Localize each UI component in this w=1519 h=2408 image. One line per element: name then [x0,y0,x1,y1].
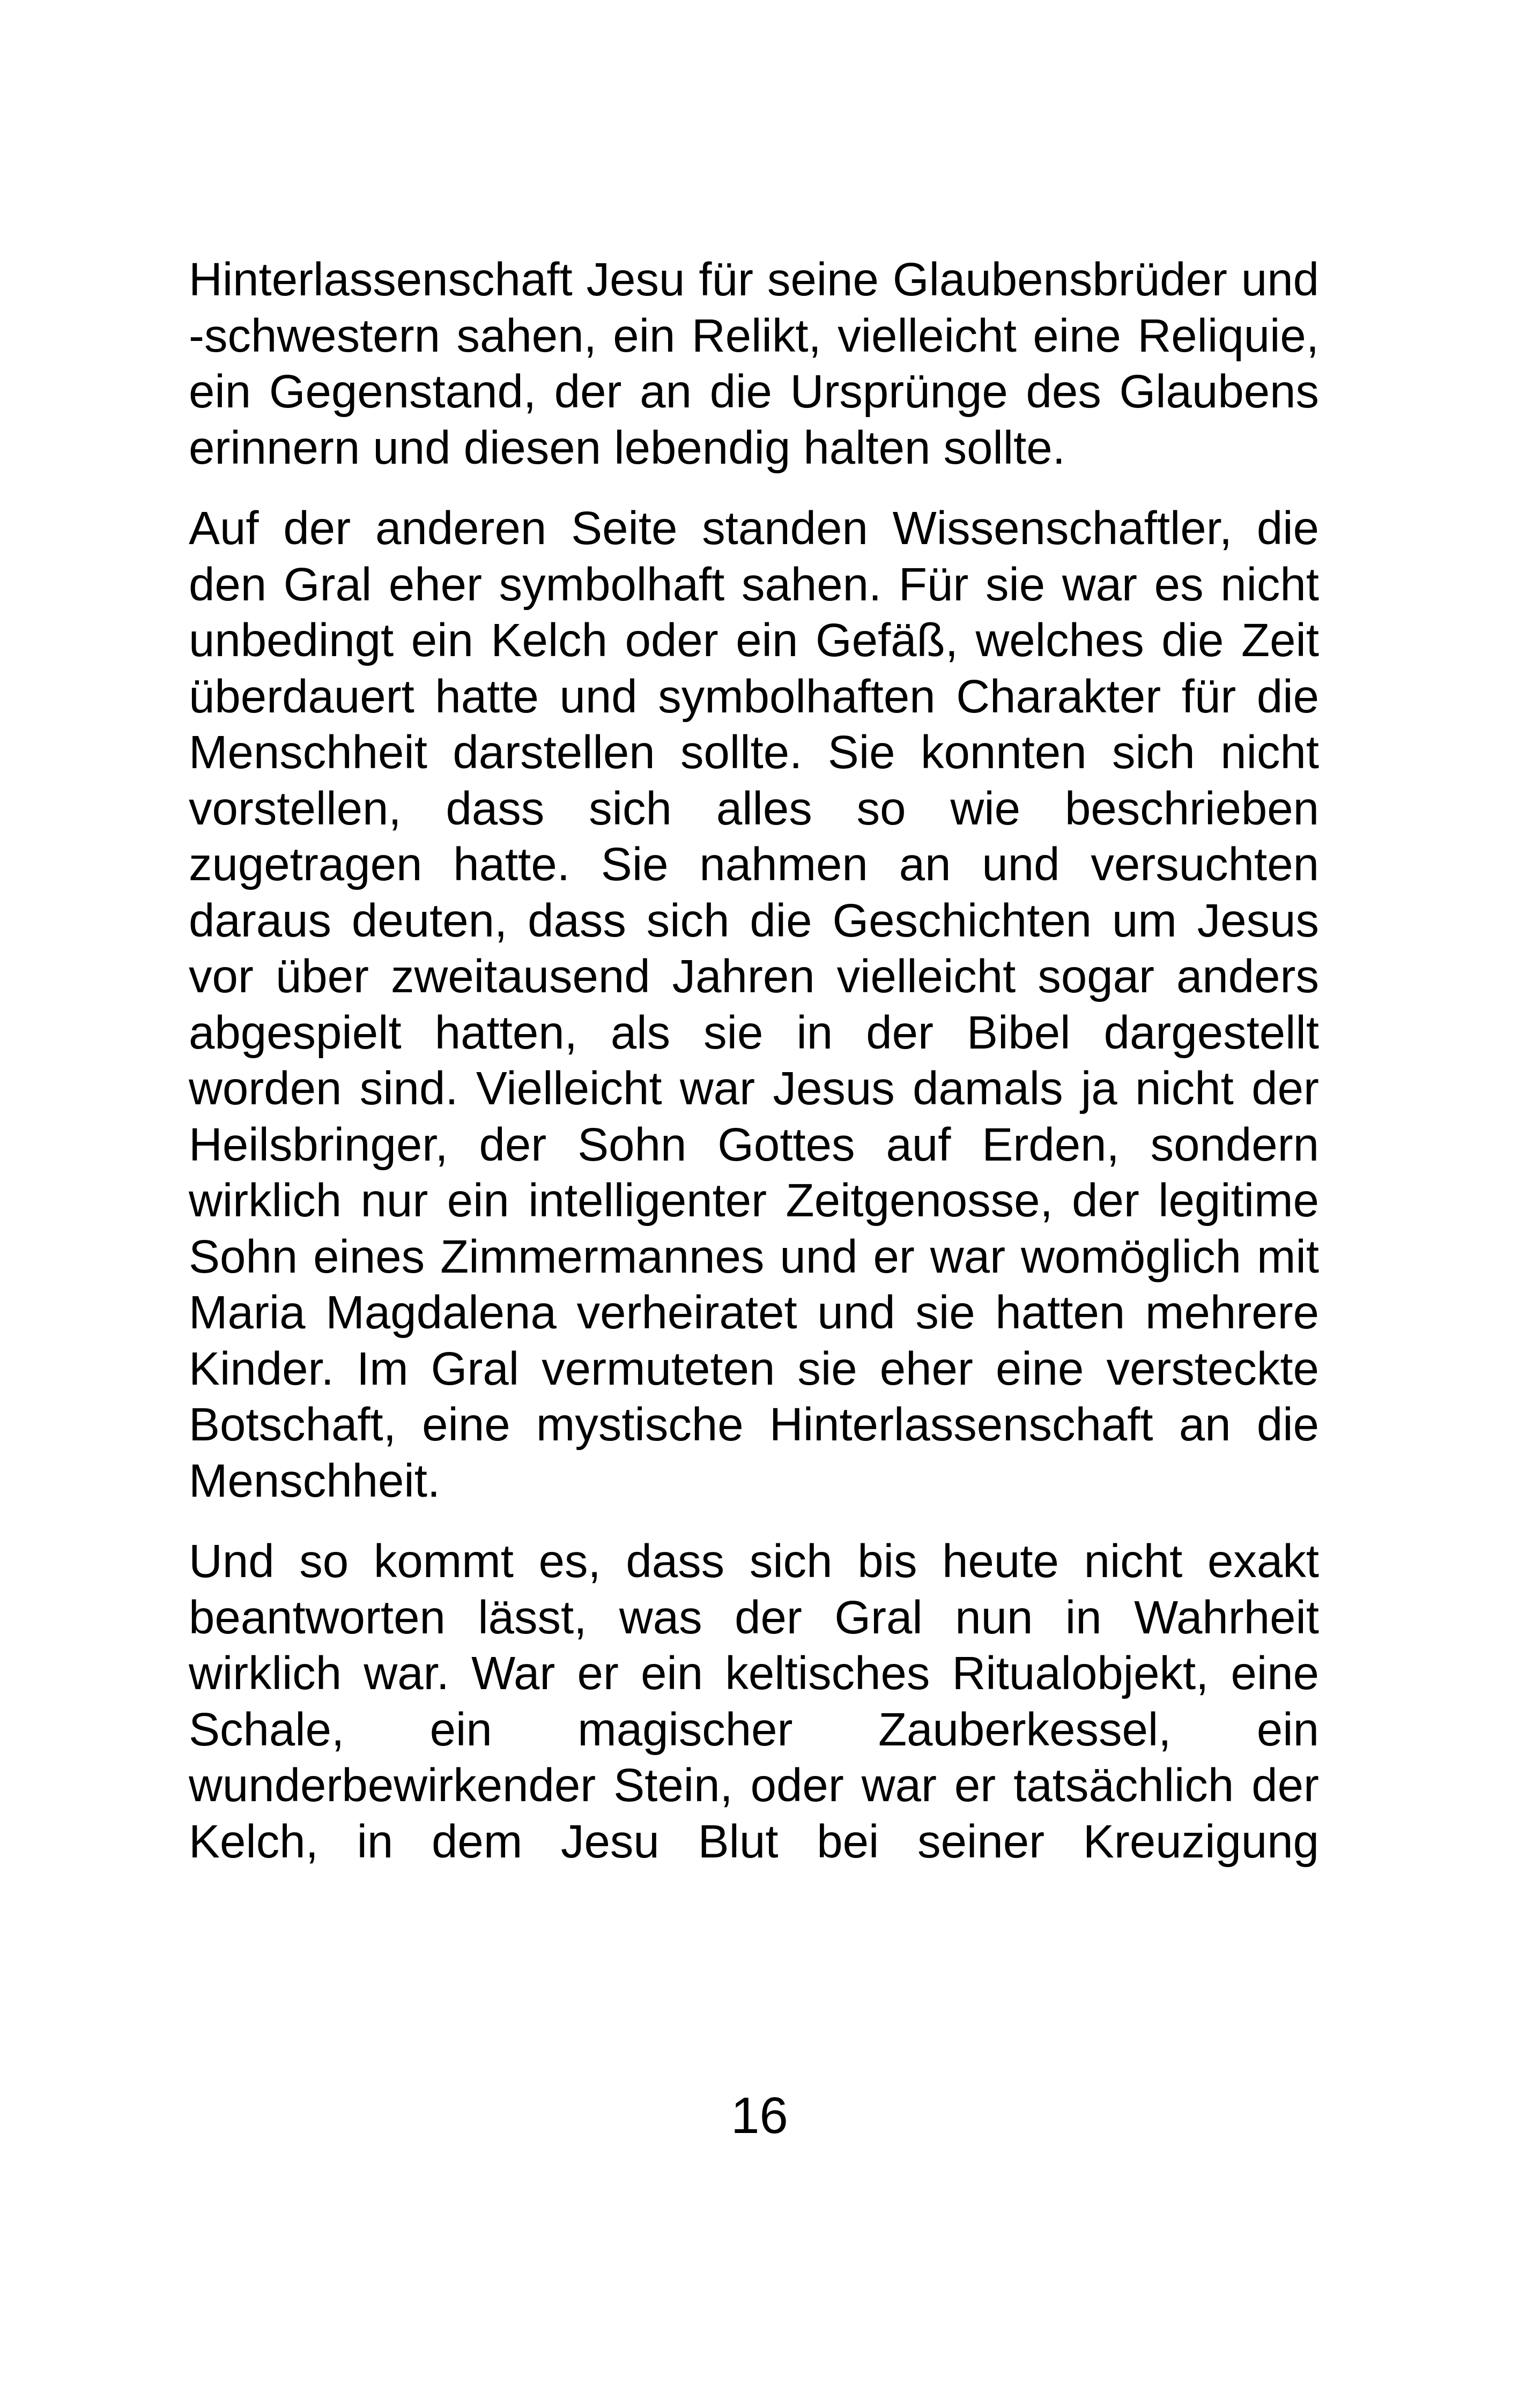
paragraph-2: Auf der anderen Seite standen Wissenschaftler, die den Gral eher symbolhaft sahen. Für sie war es nicht unbedingt ein Kelch oder ein Gefäß, welches die Zeit überdauert hatte und symbolhaften Charakter für die Menschheit darstellen sollte. Sie konnten sich nicht vorstellen, dass sich alles so wie beschrieben zugetragen hatte. Sie nahmen an und versuchten daraus deuten, dass sich die Geschichten um Jesus vor über zweitausend Jahren vielleicht sogar anders abgespielt hatten, als sie in der Bibel dargestellt worden sind. Vielleicht war Jesus damals ja nicht der Heilsbringer, der Sohn Gottes auf Erden, sondern wirklich nur ein intelligenter Zeitgenosse, der legitime Sohn eines Zimmermannes und er war womöglich mit Maria Magdalena verheiratet und sie hatten mehrere Kinder. Im Gral vermuteten sie eher eine versteckte Botschaft, eine mystische Hinterlassenschaft an die Menschheit. [189,502,1319,1507]
page-number: 16 [731,2087,788,2144]
paragraph-3: Und so kommt es, dass sich bis heute nicht exakt beantworten lässt, was der Gral nun in Wahrheit wirklich war. War er ein keltisches Ritualobjekt, eine Schale, ein magischer Zauberkessel, ein wunderbewirkender Stein, oder war er tatsächlich der Kelch, in dem Jesu Blut bei seiner Kreuzigung [189,1535,1319,1868]
paragraph-1: Hinterlassenschaft Jesu für seine Glaubensbrüder und -schwestern sahen, ein Relikt, vielleicht eine Reliquie, ein Gegenstand, der an die Ursprünge des Glaubens erinnern und diesen lebendig halten sollte. [189,254,1319,474]
body-text [189,252,1319,1870]
